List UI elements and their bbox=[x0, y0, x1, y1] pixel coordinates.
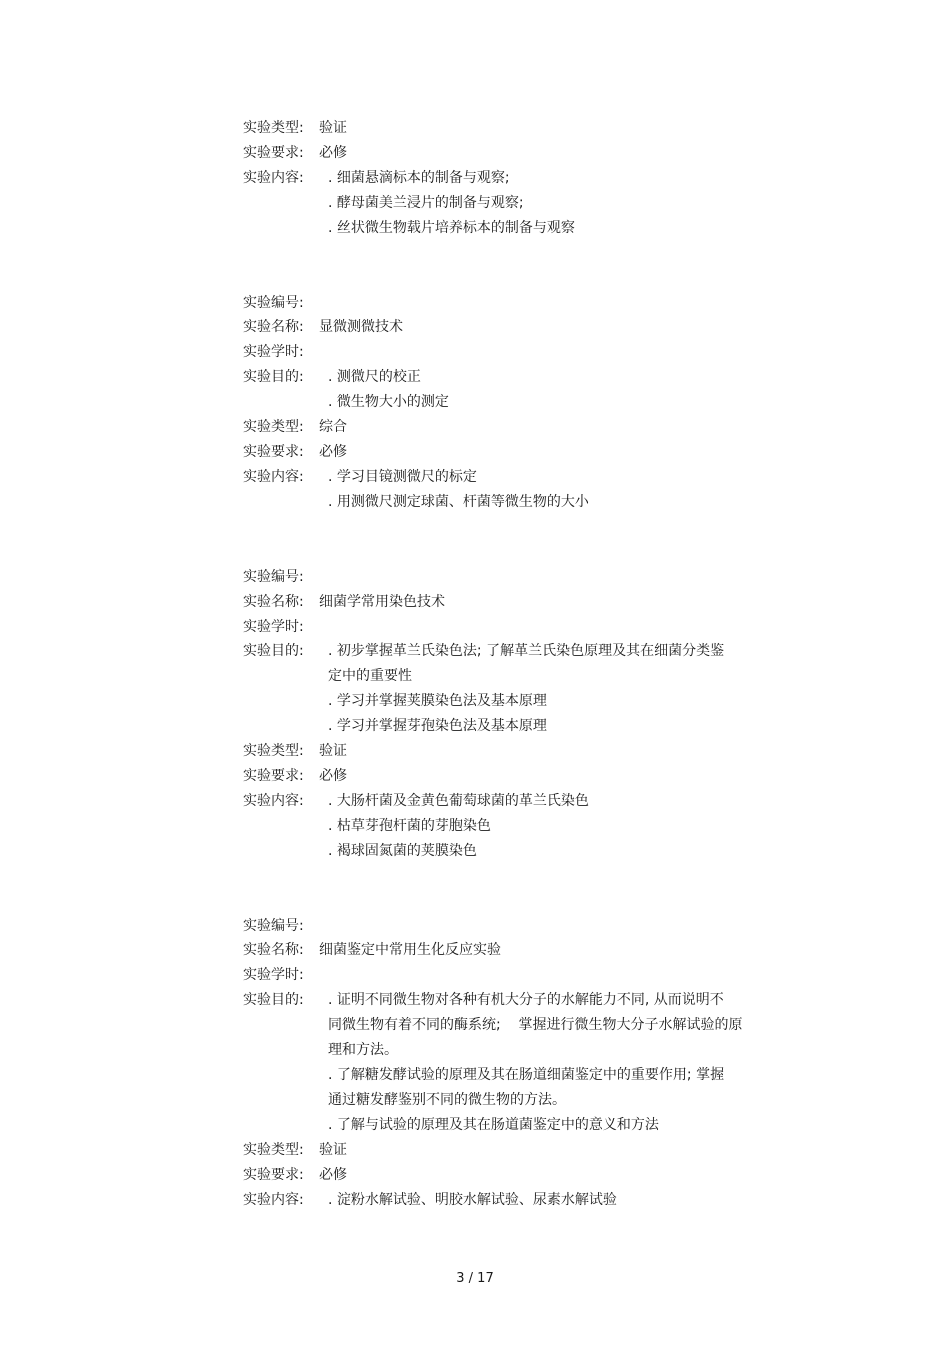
field-label: 实验学时: bbox=[243, 344, 304, 361]
field-value-line: 验证 bbox=[319, 1141, 347, 1158]
experiment-block bbox=[243, 116, 803, 241]
field-value-line: 细菌鉴定中常用生化反应实验 bbox=[319, 942, 501, 959]
field-label: 实验学时: bbox=[243, 618, 304, 635]
field-value bbox=[319, 1138, 803, 1163]
field-value bbox=[319, 440, 803, 465]
field-label: 实验目的: bbox=[243, 992, 304, 1009]
field-label: 实验类型: bbox=[243, 1141, 304, 1158]
field-row bbox=[243, 465, 803, 515]
field-value-line: . 大肠杆菌及金黄色葡萄球菌的革兰氏染色 bbox=[328, 792, 589, 809]
field-label: 实验类型: bbox=[243, 120, 304, 136]
field-row bbox=[243, 1188, 803, 1213]
field-row bbox=[243, 565, 803, 590]
experiment-block bbox=[243, 565, 803, 864]
field-value-line: 必修 bbox=[319, 1166, 347, 1183]
experiment-block bbox=[243, 914, 803, 1213]
field-label: 实验内容: bbox=[243, 1191, 304, 1208]
field-label: 实验要求: bbox=[243, 144, 304, 161]
field-value-line: . 了解与试验的原理及其在肠道菌鉴定中的意义和方法 bbox=[328, 1116, 659, 1133]
field-value bbox=[319, 116, 803, 141]
field-value-line: 显微测微技术 bbox=[319, 319, 403, 336]
experiment-block bbox=[243, 291, 803, 515]
field-row bbox=[243, 1138, 803, 1163]
field-value bbox=[319, 141, 803, 166]
field-label: 实验名称: bbox=[243, 942, 304, 959]
field-row bbox=[243, 340, 803, 365]
document-body bbox=[243, 116, 803, 1262]
field-label: 实验内容: bbox=[243, 792, 304, 809]
field-label: 实验内容: bbox=[243, 169, 304, 186]
page-number: 3 / 17 bbox=[456, 1271, 494, 1286]
field-value-line: 必修 bbox=[319, 443, 347, 460]
field-value-line: 必修 bbox=[319, 767, 347, 784]
field-value bbox=[319, 739, 803, 764]
field-row bbox=[243, 789, 803, 864]
field-value-line: 必修 bbox=[319, 144, 347, 161]
field-row bbox=[243, 764, 803, 789]
field-value bbox=[319, 590, 803, 615]
field-value bbox=[319, 764, 803, 789]
field-row bbox=[243, 615, 803, 640]
field-value-line: . 枯草芽孢杆菌的芽胞染色 bbox=[328, 817, 491, 834]
field-row bbox=[243, 440, 803, 465]
field-value-line: . 微生物大小的测定 bbox=[328, 394, 449, 411]
field-label: 实验类型: bbox=[243, 743, 304, 760]
field-label: 实验内容: bbox=[243, 468, 304, 485]
field-value-line: . 学习目镜测微尺的标定 bbox=[328, 468, 477, 485]
field-label: 实验类型: bbox=[243, 419, 304, 436]
field-label: 实验要求: bbox=[243, 1166, 304, 1183]
field-label: 实验编号: bbox=[243, 917, 304, 934]
field-value-line: . 初步掌握革兰氏染色法; 了解革兰氏染色原理及其在细菌分类鉴 bbox=[328, 643, 725, 660]
field-value bbox=[319, 166, 803, 241]
field-row bbox=[243, 291, 803, 316]
field-value bbox=[319, 639, 803, 739]
field-value-line: . 细菌悬滴标本的制备与观察; bbox=[328, 169, 510, 186]
field-value-line: 同微生物有着不同的酶系统; 掌握进行微生物大分子水解试验的原 bbox=[328, 1017, 743, 1034]
field-value-line: . 证明不同微生物对各种有机大分子的水解能力不同, 从而说明不 bbox=[328, 992, 724, 1009]
field-value-line: 定中的重要性 bbox=[328, 668, 412, 685]
field-value-line: . 测微尺的校正 bbox=[328, 369, 421, 386]
field-row bbox=[243, 914, 803, 939]
field-value-line: 验证 bbox=[319, 120, 347, 136]
field-row bbox=[243, 590, 803, 615]
field-label: 实验目的: bbox=[243, 643, 304, 660]
field-row bbox=[243, 415, 803, 440]
field-row bbox=[243, 739, 803, 764]
field-row bbox=[243, 141, 803, 166]
field-label: 实验要求: bbox=[243, 443, 304, 460]
field-value-line: . 淀粉水解试验、明胶水解试验、尿素水解试验 bbox=[328, 1191, 617, 1208]
field-value bbox=[319, 365, 803, 415]
field-value-line: 综合 bbox=[319, 419, 347, 436]
field-label: 实验编号: bbox=[243, 568, 304, 585]
field-value-line: . 了解糖发酵试验的原理及其在肠道细菌鉴定中的重要作用; 掌握 bbox=[328, 1067, 725, 1083]
field-row bbox=[243, 116, 803, 141]
field-value bbox=[319, 988, 803, 1137]
field-row bbox=[243, 315, 803, 340]
field-row bbox=[243, 988, 803, 1137]
field-row bbox=[243, 365, 803, 415]
field-value-line: . 学习并掌握荚膜染色法及基本原理 bbox=[328, 693, 547, 710]
field-value-line: 验证 bbox=[319, 743, 347, 760]
field-value-line: . 丝状微生物载片培养标本的制备与观察 bbox=[328, 219, 575, 236]
field-label: 实验名称: bbox=[243, 319, 304, 336]
field-value bbox=[319, 1188, 803, 1213]
field-value-line: 理和方法。 bbox=[328, 1042, 398, 1059]
field-label: 实验名称: bbox=[243, 593, 304, 610]
field-label: 实验目的: bbox=[243, 369, 304, 386]
field-value-line: 通过糖发酵鉴别不同的微生物的方法。 bbox=[328, 1091, 566, 1108]
field-value bbox=[319, 789, 803, 864]
field-label: 实验编号: bbox=[243, 294, 304, 311]
field-row bbox=[243, 938, 803, 963]
field-value bbox=[319, 938, 803, 963]
field-row bbox=[243, 639, 803, 739]
field-value-line: . 学习并掌握芽孢染色法及基本原理 bbox=[328, 718, 547, 735]
field-value bbox=[319, 415, 803, 440]
field-value bbox=[319, 465, 803, 515]
field-value-line: 细菌学常用染色技术 bbox=[319, 593, 445, 610]
field-row bbox=[243, 1163, 803, 1188]
field-label: 实验要求: bbox=[243, 767, 304, 784]
field-row bbox=[243, 166, 803, 241]
field-value-line: . 酵母菌美兰浸片的制备与观察; bbox=[328, 194, 524, 211]
field-value bbox=[319, 1163, 803, 1188]
field-value-line: . 用测微尺测定球菌、杆菌等微生物的大小 bbox=[328, 493, 589, 510]
field-value-line: . 褐球固氮菌的荚膜染色 bbox=[328, 842, 477, 859]
field-row bbox=[243, 963, 803, 988]
field-label: 实验学时: bbox=[243, 967, 304, 984]
field-value bbox=[319, 315, 803, 340]
